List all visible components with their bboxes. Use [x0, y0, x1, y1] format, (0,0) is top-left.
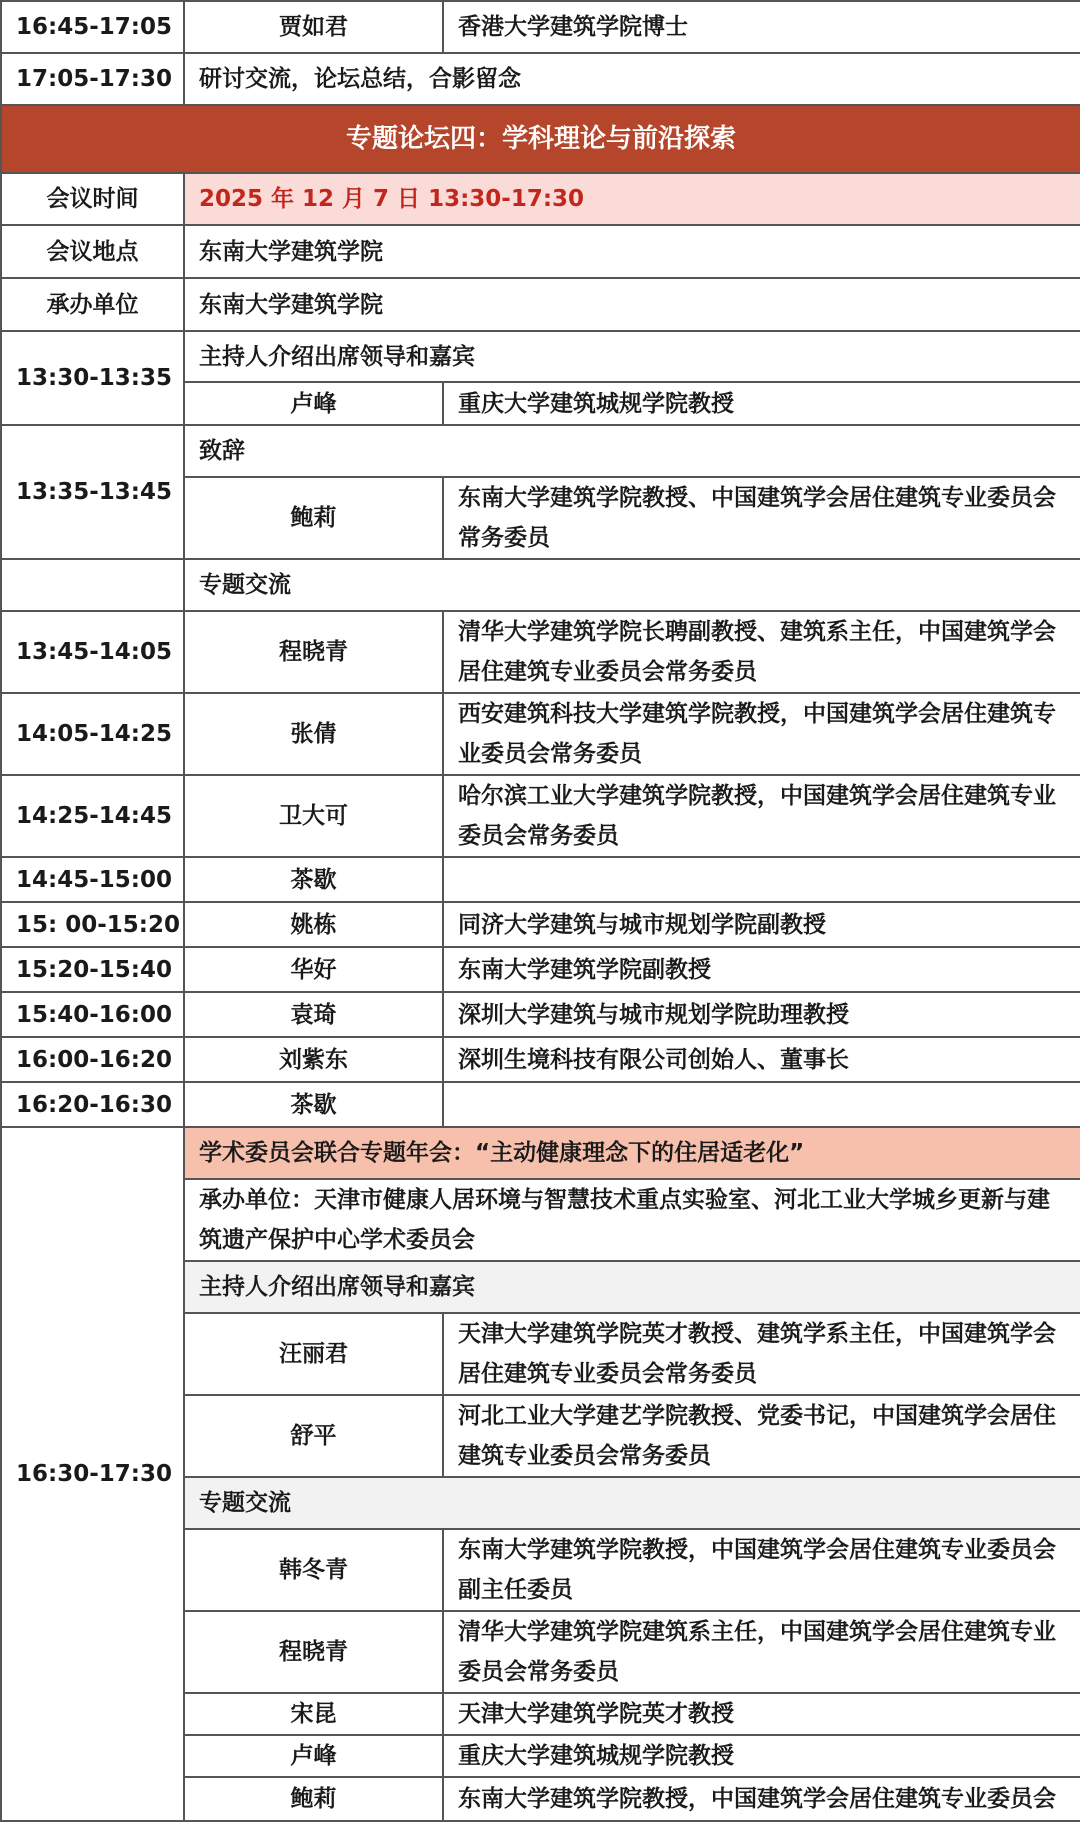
time-cell: 17:05-17:30	[1, 53, 184, 105]
info-label: 会议地点	[1, 225, 184, 278]
time-cell: 15:40-16:00	[1, 992, 184, 1037]
joint-meeting-title: 学术委员会联合专题年会：“主动健康理念下的住居适老化”	[184, 1127, 1080, 1179]
break-label: 茶歇	[184, 1082, 443, 1127]
speaker-name: 张倩	[184, 693, 443, 775]
speaker-title: 西安建筑科技大学建筑学院教授，中国建筑学会居住建筑专业委员会常务委员	[443, 693, 1080, 775]
speaker-name: 程晓青	[184, 611, 443, 693]
table-row	[1, 902, 1080, 947]
table-row	[1, 425, 1080, 477]
forum-title: 专题论坛四：学科理论与前沿探索	[1, 105, 1080, 173]
section-label: 致辞	[184, 425, 1080, 477]
info-row	[1, 278, 1080, 331]
section-label: 专题交流	[184, 1477, 1080, 1529]
speaker-title: 天津大学建筑学院英才教授、建筑学系主任，中国建筑学会居住建筑专业委员会常务委员	[443, 1313, 1080, 1395]
table-row	[1, 53, 1080, 105]
time-cell: 13:30-13:35	[1, 331, 184, 425]
speaker-title: 深圳生境科技有限公司创始人、董事长	[443, 1037, 1080, 1082]
time-cell: 14:25-14:45	[1, 775, 184, 857]
speaker-name: 刘紫东	[184, 1037, 443, 1082]
closing-activity: 研讨交流，论坛总结，合影留念	[184, 53, 1080, 105]
speaker-name: 卫大可	[184, 775, 443, 857]
speaker-title: 东南大学建筑学院教授，中国建筑学会居住建筑专业委员会	[443, 1777, 1080, 1821]
speaker-name: 贾如君	[184, 1, 443, 53]
speaker-name: 韩冬青	[184, 1529, 443, 1611]
table-row	[1, 1, 1080, 53]
speaker-title: 河北工业大学建艺学院教授、党委书记，中国建筑学会居住建筑专业委员会常务委员	[443, 1395, 1080, 1477]
meeting-venue: 东南大学建筑学院	[184, 225, 1080, 278]
speaker-title: 清华大学建筑学院长聘副教授、建筑系主任，中国建筑学会居住建筑专业委员会常务委员	[443, 611, 1080, 693]
meeting-date: 2025 年 12 月 7 日 13:30-17:30	[184, 173, 1080, 225]
table-row	[1, 1127, 1080, 1179]
info-row	[1, 173, 1080, 225]
speaker-name: 舒平	[184, 1395, 443, 1477]
speaker-name: 袁琦	[184, 992, 443, 1037]
speaker-title: 天津大学建筑学院英才教授	[443, 1693, 1080, 1735]
table-row	[1, 559, 1080, 611]
speaker-title: 深圳大学建筑与城市规划学院助理教授	[443, 992, 1080, 1037]
speaker-name: 姚栋	[184, 902, 443, 947]
joint-organizer: 承办单位：天津市健康人居环境与智慧技术重点实验室、河北工业大学城乡更新与建筑遗产保护中心学术委员会	[184, 1179, 1080, 1261]
time-cell: 16:20-16:30	[1, 1082, 184, 1127]
table-row	[1, 947, 1080, 992]
speaker-name: 卢峰	[184, 382, 443, 425]
forum-header-row	[1, 105, 1080, 173]
table-row	[1, 1037, 1080, 1082]
speaker-title: 重庆大学建筑城规学院教授	[443, 382, 1080, 425]
info-row	[1, 225, 1080, 278]
speaker-title: 重庆大学建筑城规学院教授	[443, 1735, 1080, 1777]
speaker-title: 同济大学建筑与城市规划学院副教授	[443, 902, 1080, 947]
speaker-name: 卢峰	[184, 1735, 443, 1777]
table-row	[1, 992, 1080, 1037]
section-label: 专题交流	[184, 559, 1080, 611]
time-cell: 14:45-15:00	[1, 857, 184, 902]
table-row	[1, 331, 1080, 382]
speaker-name: 汪丽君	[184, 1313, 443, 1395]
speaker-title	[443, 857, 1080, 902]
time-cell-empty	[1, 559, 184, 611]
table-row	[1, 693, 1080, 775]
speaker-name: 鲍莉	[184, 477, 443, 559]
time-cell: 14:05-14:25	[1, 693, 184, 775]
speaker-title: 东南大学建筑学院副教授	[443, 947, 1080, 992]
speaker-title: 东南大学建筑学院教授、中国建筑学会居住建筑专业委员会常务委员	[443, 477, 1080, 559]
speaker-title: 东南大学建筑学院教授，中国建筑学会居住建筑专业委员会副主任委员	[443, 1529, 1080, 1611]
speaker-title: 香港大学建筑学院博士	[443, 1, 1080, 53]
time-cell: 16:00-16:20	[1, 1037, 184, 1082]
table-row	[1, 857, 1080, 902]
organizer: 东南大学建筑学院	[184, 278, 1080, 331]
speaker-name: 鲍莉	[184, 1777, 443, 1821]
table-row	[1, 1082, 1080, 1127]
speaker-name: 宋昆	[184, 1693, 443, 1735]
table-row	[1, 611, 1080, 693]
time-cell: 13:35-13:45	[1, 425, 184, 559]
time-cell: 13:45-14:05	[1, 611, 184, 693]
speaker-name: 华好	[184, 947, 443, 992]
table-row	[1, 775, 1080, 857]
info-label: 承办单位	[1, 278, 184, 331]
time-cell: 15: 00-15:20	[1, 902, 184, 947]
break-label: 茶歇	[184, 857, 443, 902]
section-label: 主持人介绍出席领导和嘉宾	[184, 331, 1080, 382]
speaker-title	[443, 1082, 1080, 1127]
info-label: 会议时间	[1, 173, 184, 225]
speaker-title: 哈尔滨工业大学建筑学院教授，中国建筑学会居住建筑专业委员会常务委员	[443, 775, 1080, 857]
time-cell: 15:20-15:40	[1, 947, 184, 992]
speaker-name: 程晓青	[184, 1611, 443, 1693]
speaker-title: 清华大学建筑学院建筑系主任，中国建筑学会居住建筑专业委员会常务委员	[443, 1611, 1080, 1693]
time-cell: 16:30-17:30	[1, 1127, 184, 1821]
time-cell: 16:45-17:05	[1, 1, 184, 53]
section-label: 主持人介绍出席领导和嘉宾	[184, 1261, 1080, 1313]
